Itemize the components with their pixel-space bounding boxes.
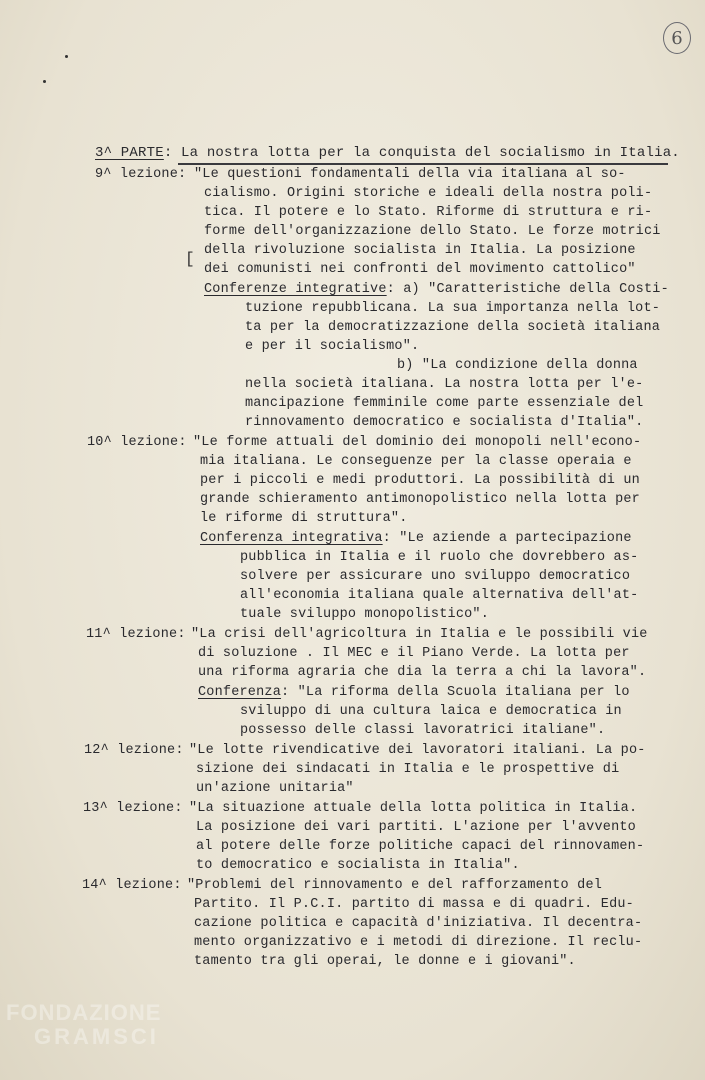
watermark-logo (6, 1000, 161, 1050)
lesson-12-line: "Le lotte rivendicative dei lavoratori italiani. La po- (189, 743, 646, 758)
conference-b-line: b) "La condizione della donna (397, 358, 638, 373)
lesson-9-line: "Le questioni fondamentali della via italiana al so- (194, 167, 626, 182)
lesson-13-line: "La situazione attuale della lotta politica in Italia. (189, 801, 638, 816)
conference-a-line: tuzione repubblicana. La sua importanza nella lot- (245, 301, 661, 316)
lesson-11-line: "La crisi dell'agricoltura in Italia e le possibili vie (191, 627, 648, 642)
lesson-9-line: cialismo. Origini storiche e ideali della nostra poli- (204, 186, 653, 201)
lesson-14-line: "Problemi del rinnovamento e del rafforzamento del (187, 878, 603, 893)
lesson-12-line: sizione dei sindacati in Italia e le prospettive di (196, 762, 620, 777)
conference-label: Conferenze integrative (204, 282, 387, 297)
lesson-9-label: 9^ lezione: (95, 167, 187, 182)
watermark-line-2: GRAMSCI (34, 1024, 159, 1049)
lesson-11-line: una riforma agraria che dia la terra a chi la lavora". (198, 665, 647, 680)
lesson-11-conference (198, 684, 630, 701)
page-number-text: 6 (671, 27, 683, 49)
lesson-13-line: al potere delle forze politiche capaci del rinnovamen- (196, 839, 645, 854)
lesson-9-line: della rivoluzione socialista in Italia. La posizione (204, 243, 636, 258)
conference-line: possesso delle classi lavoratrici italiane". (240, 723, 606, 738)
lesson-10-conference (200, 530, 632, 547)
conference-line: : "Le aziende a partecipazione (382, 531, 632, 546)
conference-a-line: e per il socialismo". (245, 339, 420, 354)
lesson-9-line: tica. Il potere e lo Stato. Riforme di struttura e ri- (204, 205, 653, 220)
lesson-13-label: 13^ lezione: (83, 801, 183, 816)
lesson-10-line: "Le forme attuali del dominio dei monopoli nell'econo- (193, 435, 642, 450)
lesson-10-line: le riforme di struttura". (200, 511, 408, 526)
conference-line: solvere per assicurare uno sviluppo democratico (240, 569, 631, 584)
lesson-11-line: di soluzione . Il MEC e il Piano Verde. La lotta per (198, 646, 630, 661)
lesson-14-line: tamento tra gli operai, le donne e i giovani". (194, 954, 576, 969)
conference-b-line: nella società italiana. La nostra lotta per l'e- (245, 377, 644, 392)
conference-line: all'economia italiana quale alternativa dell'at- (240, 588, 639, 603)
conference-label: Conferenza (198, 685, 282, 700)
conference-b-line: rinnovamento democratico e socialista d'Italia". (245, 415, 644, 430)
watermark-line-1: FONDAZIONE (6, 1000, 162, 1025)
lesson-14-line: cazione politica e capacità d'iniziativa. Il decentra- (194, 916, 643, 931)
lesson-13-line: to democratico e socialista in Italia". (196, 858, 520, 873)
lesson-12-label: 12^ lezione: (84, 743, 184, 758)
lesson-12-line: un'azione unitaria" (196, 781, 354, 796)
lesson-10-line: mia italiana. Le conseguenze per la classe operaia e (200, 454, 632, 469)
part-heading (95, 145, 680, 162)
lesson-13-line: La posizione dei vari partiti. L'azione per l'avvento (196, 820, 636, 835)
ink-mark (43, 80, 46, 83)
conference-a-line: ta per la democratizzazione della società italiana (245, 320, 661, 335)
margin-bracket: [ (185, 250, 195, 268)
lesson-11-label: 11^ lezione: (86, 627, 186, 642)
ink-mark (65, 55, 68, 58)
conference-line: : "La riforma della Scuola italiana per lo (281, 685, 630, 700)
lesson-14-label: 14^ lezione: (82, 878, 182, 893)
lesson-10-line: grande schieramento antimonopolistico nella lotta per (200, 492, 640, 507)
lesson-10-line: per i piccoli e medi produttori. La possibilità di un (200, 473, 640, 488)
conference-line: tuale sviluppo monopolistico". (240, 607, 490, 622)
lesson-9-conference (204, 281, 669, 298)
conference-line: sviluppo di una cultura laica e democratica in (240, 704, 622, 719)
part-title: : La nostra lotta per la conquista del socialismo in Italia. (163, 145, 680, 161)
part-label: 3^ PARTE (95, 145, 164, 161)
conference-a-line: : a) "Caratteristiche della Costi- (386, 282, 669, 297)
lesson-9-line: dei comunisti nei confronti del movimento cattolico" (204, 262, 636, 277)
lesson-14-line: Partito. Il P.C.I. partito di massa e di quadri. Edu- (194, 897, 634, 912)
lesson-10-label: 10^ lezione: (87, 435, 187, 450)
conference-b-line: mancipazione femminile come parte essenziale del (245, 396, 644, 411)
lesson-14-line: mento organizzativo e i metodi di direzione. Il reclu- (194, 935, 643, 950)
page-number (663, 22, 691, 54)
lesson-9-line: forme dell'organizzazione dello Stato. Le forze motrici (204, 224, 661, 239)
conference-label: Conferenza integrativa (200, 531, 383, 546)
conference-line: pubblica in Italia e il ruolo che dovrebbero as- (240, 550, 639, 565)
heading-underline (178, 163, 668, 165)
